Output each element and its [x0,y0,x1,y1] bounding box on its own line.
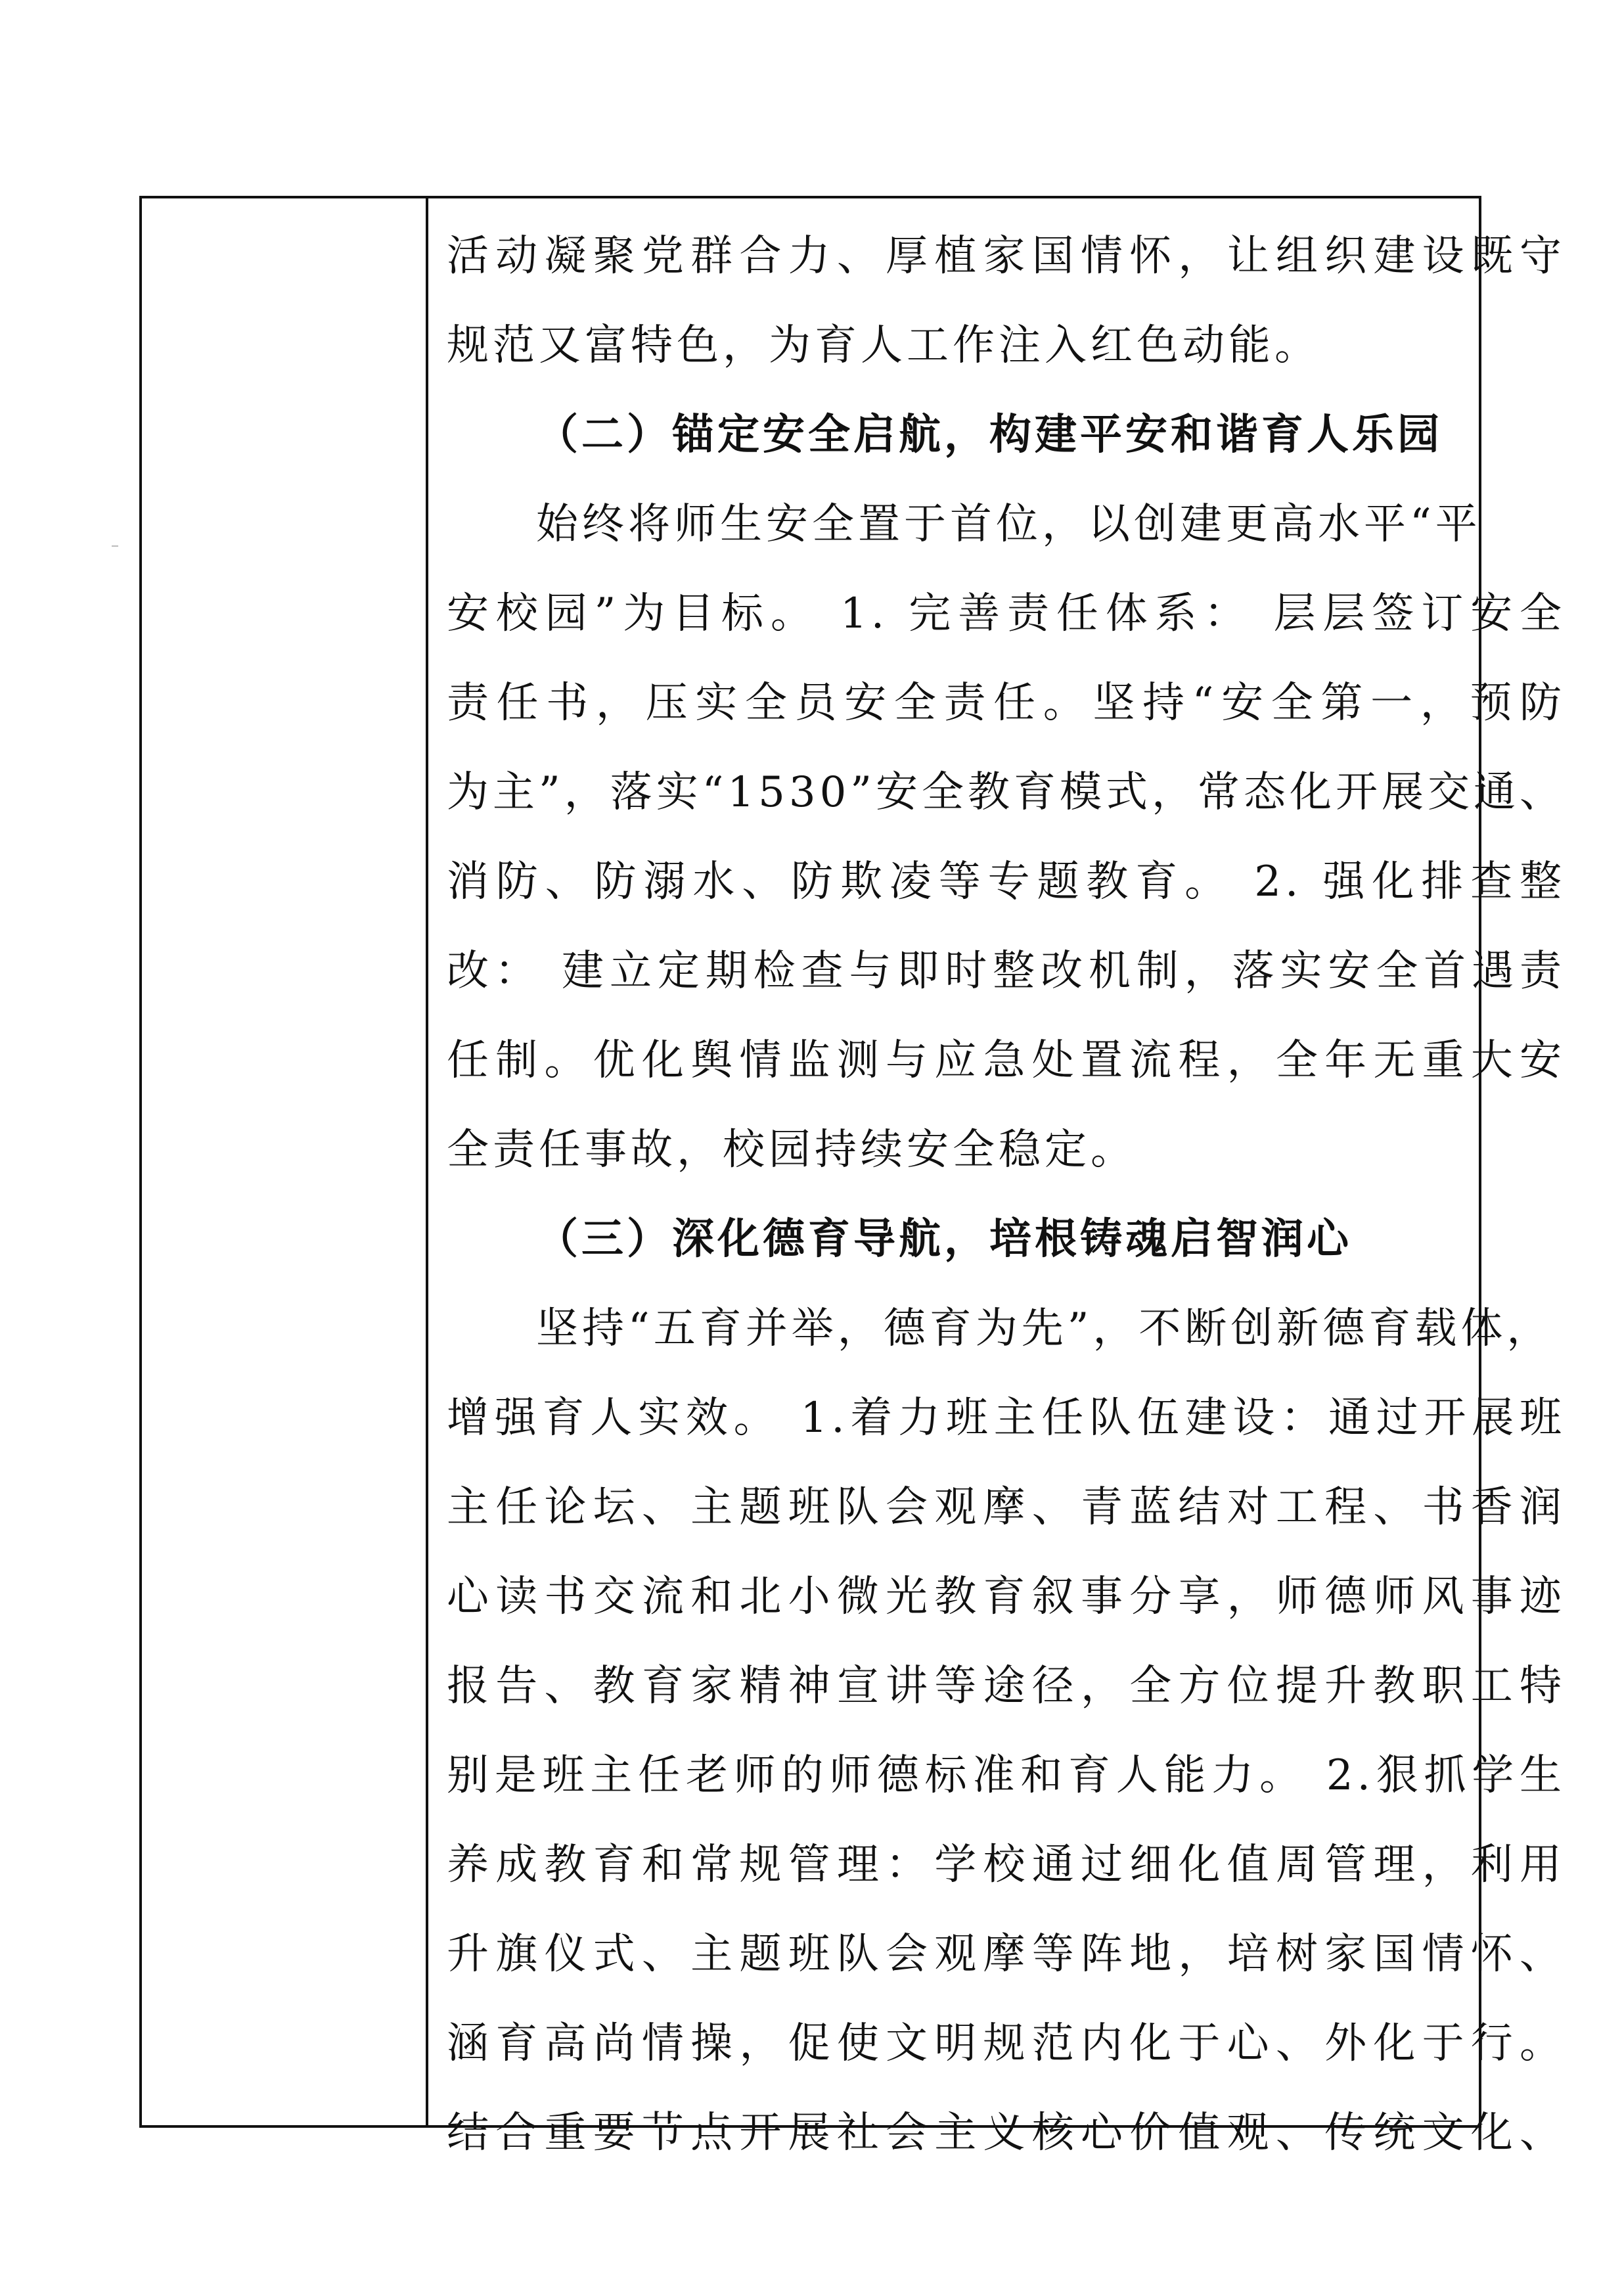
text-line: 增强育人实效。 1.着力班主任队伍建设：通过开展班 [447,1394,1566,1442]
table-left-cell [142,198,428,2125]
text-line: 改： 建立定期检查与即时整改机制，落实安全首遇责 [447,947,1566,996]
text-line: 活动凝聚党群合力、厚植家国情怀，让组织建设既守 [447,232,1566,281]
text-line: 升旗仪式、主题班队会观摩等阵地，培树家国情怀、 [447,1930,1566,1979]
section-heading: （二）锚定安全启航，构建平安和谐育人乐园 [536,410,1443,459]
text-line: 全责任事故，校园持续安全稳定。 [447,1126,1137,1174]
text-line: 责任书，压实全员安全责任。坚持“安全第一，预防 [447,679,1566,727]
text-line: 涵育高尚情操，促使文明规范内化于心、外化于行。 [447,2019,1566,2068]
paragraph-first-line: 坚持“五育并举，德育为先”，不断创新德育载体， [536,1304,1553,1353]
text-line: 任制。优化舆情监测与应急处置流程，全年无重大安 [447,1036,1566,1085]
text-line: 结合重要节点开展社会主义核心价值观、传统文化、 [447,2109,1566,2157]
margin-mark [112,545,118,547]
text-line: 心读书交流和北小微光教育叙事分享，师德师风事迹 [447,1573,1566,1621]
text-line: 安校园”为目标。 1. 完善责任体系： 层层签订安全 [447,589,1566,638]
text-line: 规范又富特色，为育人工作注入红色动能。 [447,321,1320,370]
section-heading: （三）深化德育导航，培根铸魂启智润心 [536,1214,1352,1264]
text-line: 消防、防溺水、防欺凌等专题教育。 2. 强化排查整 [447,858,1566,906]
text-line: 别是班主任老师的师德标准和育人能力。 2.狠抓学生 [447,1751,1566,1800]
text-line: 养成教育和常规管理：学校通过细化值周管理，利用 [447,1841,1566,1889]
text-line: 主任论坛、主题班队会观摩、青蓝结对工程、书香润 [447,1483,1566,1532]
document-table [139,196,1566,2157]
text-line: 为主”，落实“1530”安全教育模式，常态化开展交通、 [447,768,1566,817]
table-content-cell [428,198,1584,2157]
text-line: 报告、教育家精神宣讲等途径，全方位提升教职工特 [447,1662,1566,1711]
paragraph-first-line: 始终将师生安全置于首位，以创建更高水平“平 [536,500,1481,549]
